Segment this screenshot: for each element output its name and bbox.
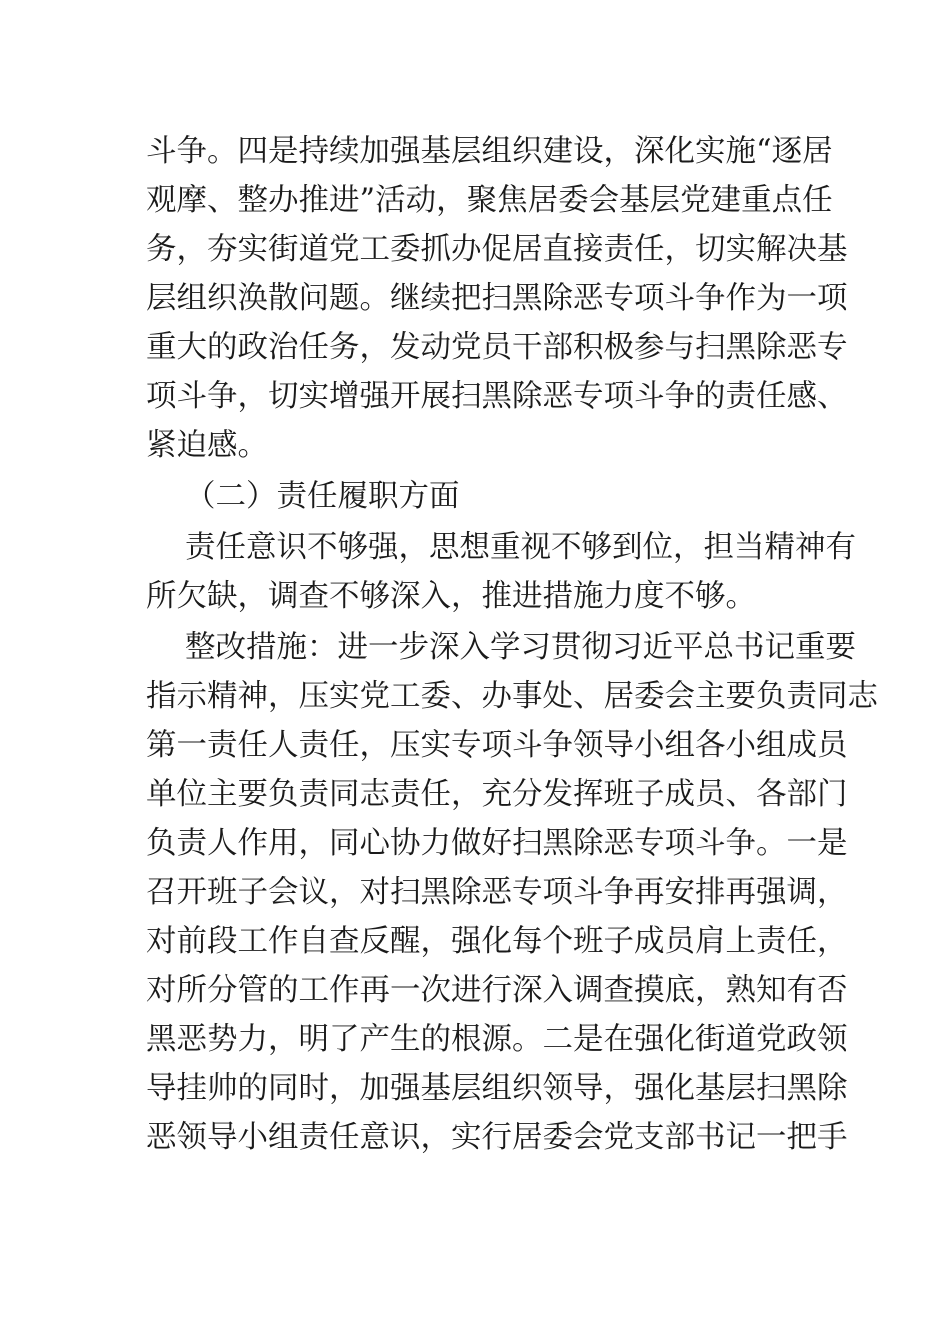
text-line: 层组织涣散问题。继续把扫黑除恶专项斗争作为一项 xyxy=(146,281,848,316)
text-line: 第一责任人责任，压实专项斗争领导小组各小组成员 xyxy=(146,728,848,763)
text-line: 召开班子会议，对扫黑除恶专项斗争再安排再强调， xyxy=(146,875,848,910)
section-heading: （二）责任履职方面 xyxy=(185,479,460,514)
text-line: 责任意识不够强，思想重视不够到位，担当精神有 xyxy=(185,530,856,565)
text-line: 黑恶势力，明了产生的根源。二是在强化街道党政领 xyxy=(146,1022,848,1057)
text-line: 恶领导小组责任意识，实行居委会党支部书记一把手 xyxy=(146,1120,848,1155)
text-line: 指示精神，压实党工委、办事处、居委会主要负责同志 xyxy=(146,679,878,714)
text-line: 负责人作用，同心协力做好扫黑除恶专项斗争。一是 xyxy=(146,826,848,861)
text-line: 项斗争，切实增强开展扫黑除恶专项斗争的责任感、 xyxy=(146,379,848,414)
text-line: 紧迫感。 xyxy=(146,428,268,463)
text-line: 观摩、整办推进”活动，聚焦居委会基层党建重点任 xyxy=(146,183,833,218)
text-line: 斗争。四是持续加强基层组织建设，深化实施“逐居 xyxy=(146,134,833,169)
text-line: 对所分管的工作再一次进行深入调查摸底，熟知有否 xyxy=(146,973,848,1008)
text-line: 对前段工作自查反醒，强化每个班子成员肩上责任， xyxy=(146,924,848,959)
text-line: 单位主要负责同志责任，充分发挥班子成员、各部门 xyxy=(146,777,848,812)
text-line: 导挂帅的同时，加强基层组织领导，强化基层扫黑除 xyxy=(146,1071,848,1106)
text-line: 整改措施：进一步深入学习贯彻习近平总书记重要 xyxy=(185,630,856,665)
text-line: 所欠缺，调查不够深入，推进措施力度不够。 xyxy=(146,579,756,614)
text-line: 务，夯实街道党工委抓办促居直接责任，切实解决基 xyxy=(146,232,848,267)
text-line: 重大的政治任务，发动党员干部积极参与扫黑除恶专 xyxy=(146,330,848,365)
